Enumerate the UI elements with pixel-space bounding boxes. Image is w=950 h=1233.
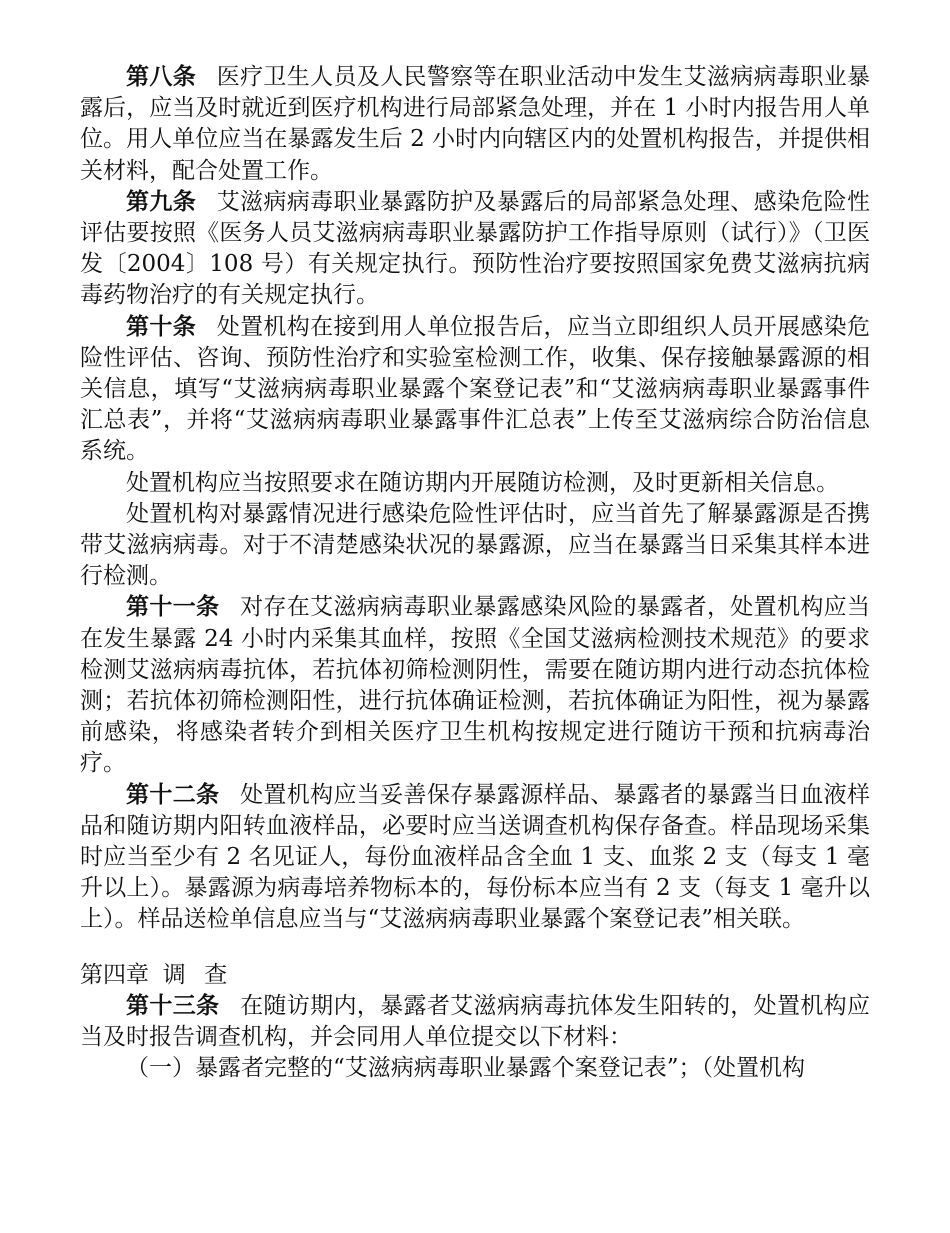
- chapter-title-char-1: 调: [162, 961, 186, 988]
- article-12: [80, 780, 870, 936]
- article-10: [80, 312, 870, 468]
- chapter-number: 第四章: [80, 961, 149, 988]
- chapter-title-char-2: 查: [204, 961, 228, 988]
- article-heading: 第十二条: [126, 781, 220, 808]
- article-text: 艾滋病病毒职业暴露防护及暴露后的局部紧急处理、感染危险性评估要按照《医务人员艾滋病病毒职业暴露防护工作指导原则（试行）》（卫医发〔2004〕108 号）有关规定执行。预防性治疗要按照国家免费艾滋病抗病毒药物治疗的有关规定执行。: [80, 188, 870, 309]
- article-10-paragraph-3: 处置机构对暴露情况进行感染危险性评估时，应当首先了解暴露源是否携带艾滋病病毒。对于不清楚感染状况的暴露源，应当在暴露当日采集其样本进行检测。: [80, 500, 870, 590]
- chapter-heading: [80, 960, 870, 991]
- article-11: [80, 592, 870, 779]
- article-text: 在随访期内，暴露者艾滋病病毒抗体发生阳转的，处置机构应当及时报告调查机构，并会同用人单位提交以下材料：: [80, 992, 870, 1051]
- article-13-item-1: （一）暴露者完整的“艾滋病病毒职业暴露个案登记表”；（处置机构: [126, 1055, 806, 1082]
- document-page: [80, 62, 870, 1085]
- article-heading: 第十三条: [126, 992, 220, 1019]
- article-9: [80, 187, 870, 312]
- article-13: [80, 991, 870, 1053]
- article-heading: 第八条: [126, 64, 197, 90]
- article-heading: 第九条: [126, 188, 197, 215]
- article-8: [80, 62, 870, 187]
- article-text: 对存在艾滋病病毒职业暴露感染风险的暴露者，处置机构应当在发生暴露 24 小时内采集其血样，按照《全国艾滋病检测技术规范》的要求检测艾滋病病毒抗体，若抗体初筛检测阴性，需要在随访期内进行动态抗体检测；若抗体初筛检测阳性，进行抗体确证检测，若抗体确证为阳性，视为暴露前感染，将感染者转介到相关医疗卫生机构按规定进行随访干预和抗病毒治疗。: [80, 594, 870, 777]
- article-heading: 第十条: [126, 313, 197, 340]
- article-text: 医疗卫生人员及人民警察等在职业活动中发生艾滋病病毒职业暴露后，应当及时就近到医疗机构进行局部紧急处理，并在 1 小时内报告用人单位。用人单位应当在暴露发生后 2 小时内向辖区内的处置机构报告，并提供相关材料，配合处置工作。: [80, 64, 870, 184]
- article-10-paragraph-2: 处置机构应当按照要求在随访期内开展随访检测，及时更新相关信息。: [126, 469, 839, 496]
- article-text: 处置机构在接到用人单位报告后，应当立即组织人员开展感染危险性评估、咨询、预防性治疗和实验室检测工作，收集、保存接触暴露源的相关信息，填写“艾滋病病毒职业暴露个案登记表”和“艾滋病病毒职业暴露事件汇总表”，并将“艾滋病病毒职业暴露事件汇总表”上传至艾滋病综合防治信息系统。: [80, 313, 870, 465]
- article-text: 处置机构应当妥善保存暴露源样品、暴露者的暴露当日血液样品和随访期内阳转血液样品，必要时应当送调查机构保存备查。样品现场采集时应当至少有 2 名见证人，每份血液样品含全血 1 支、血浆 2 支（每支 1 毫升以上）。暴露源为病毒培养物标本的，每份标本应当有 2 支（每支 1 毫升以上）。样品送检单信息应当与“艾滋病病毒职业暴露个案登记表”相关联。: [80, 781, 870, 933]
- article-heading: 第十一条: [126, 594, 220, 621]
